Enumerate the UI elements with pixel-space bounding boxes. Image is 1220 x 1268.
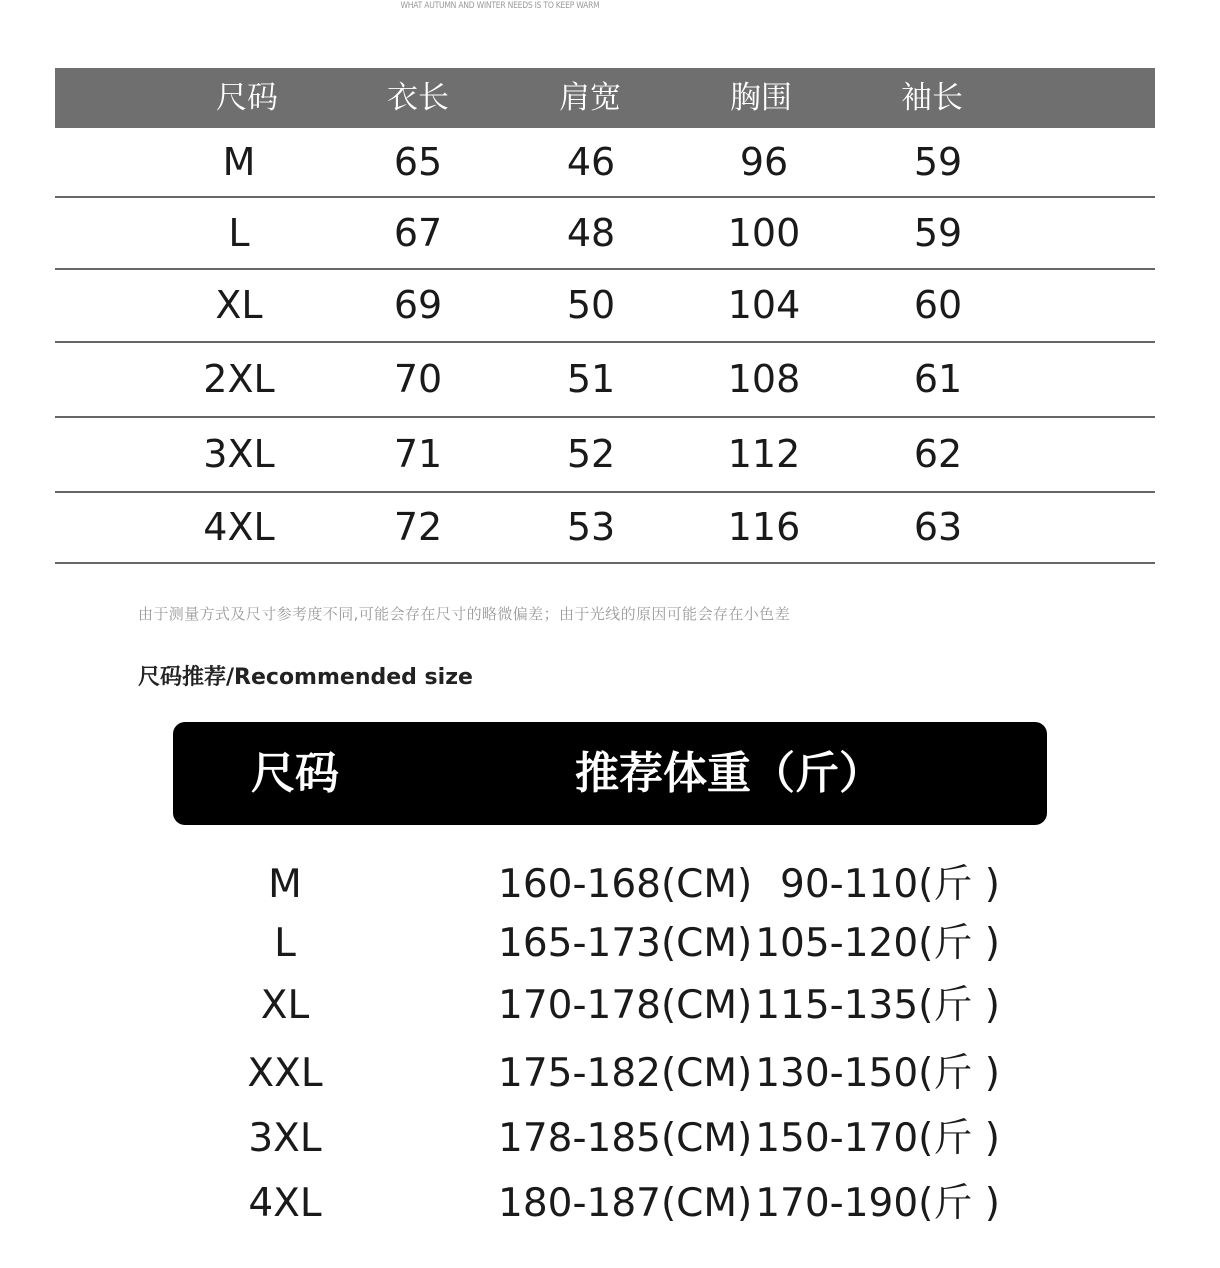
cell-chest: 104 bbox=[727, 283, 801, 327]
rec-weight: 150-170(斤 ) bbox=[755, 1116, 1000, 1161]
table-row bbox=[55, 493, 1155, 564]
table-row bbox=[55, 198, 1155, 270]
cell-length: 70 bbox=[393, 357, 443, 401]
rec-weight: 130-150(斤 ) bbox=[755, 1051, 1000, 1096]
table-row bbox=[55, 270, 1155, 343]
size-table-header bbox=[55, 68, 1155, 128]
rec-weight: 105-120(斤 ) bbox=[755, 921, 1000, 966]
header-size: 尺码 bbox=[216, 80, 278, 116]
size-table bbox=[55, 68, 1155, 564]
table-row bbox=[55, 343, 1155, 418]
cell-chest: 116 bbox=[727, 505, 801, 549]
cell-chest: 96 bbox=[739, 140, 789, 184]
top-caption: WHAT AUTUMN AND WINTER NEEDS IS TO KEEP WARM bbox=[400, 1, 600, 11]
cell-size: 4XL bbox=[203, 505, 275, 549]
cell-sleeve: 59 bbox=[913, 211, 963, 255]
cell-shoulder: 51 bbox=[566, 357, 616, 401]
cell-shoulder: 48 bbox=[566, 211, 616, 255]
measurement-note: 由于测量方式及尺寸参考度不同,可能会存在尺寸的略微偏差；由于光线的原因可能会存在小色差 bbox=[138, 605, 790, 623]
cell-size: 3XL bbox=[203, 432, 275, 476]
cell-length: 67 bbox=[393, 211, 443, 255]
table-row bbox=[55, 128, 1155, 198]
cell-sleeve: 61 bbox=[913, 357, 963, 401]
rec-size: XXL bbox=[247, 1051, 323, 1096]
cell-sleeve: 63 bbox=[913, 505, 963, 549]
list-item bbox=[0, 855, 1220, 915]
cell-length: 72 bbox=[393, 505, 443, 549]
rec-height: 170-178(CM) bbox=[498, 983, 753, 1028]
list-item bbox=[0, 1109, 1220, 1169]
cell-shoulder: 53 bbox=[566, 505, 616, 549]
cell-sleeve: 60 bbox=[913, 283, 963, 327]
rec-size: M bbox=[268, 862, 302, 907]
list-item bbox=[0, 914, 1220, 974]
cell-chest: 112 bbox=[727, 432, 801, 476]
rec-height: 165-173(CM) bbox=[498, 921, 753, 966]
rec-size: 4XL bbox=[248, 1181, 322, 1226]
cell-size: M bbox=[222, 140, 256, 184]
cell-length: 69 bbox=[393, 283, 443, 327]
cell-size: XL bbox=[215, 283, 263, 327]
list-item bbox=[0, 1174, 1220, 1234]
rec-size: L bbox=[274, 921, 296, 966]
table-row bbox=[55, 418, 1155, 493]
rec-header-size: 尺码 bbox=[251, 748, 339, 799]
cell-shoulder: 46 bbox=[566, 140, 616, 184]
rec-height: 175-182(CM) bbox=[498, 1051, 753, 1096]
header-shoulder: 肩宽 bbox=[559, 80, 621, 116]
header-sleeve: 袖长 bbox=[901, 80, 963, 116]
list-item bbox=[0, 976, 1220, 1036]
cell-chest: 108 bbox=[727, 357, 801, 401]
rec-weight: 90-110(斤 ) bbox=[780, 862, 1000, 907]
cell-chest: 100 bbox=[727, 211, 801, 255]
header-length: 衣长 bbox=[387, 80, 449, 116]
cell-length: 71 bbox=[393, 432, 443, 476]
rec-weight: 170-190(斤 ) bbox=[755, 1181, 1000, 1226]
cell-size: L bbox=[228, 211, 250, 255]
recommended-header bbox=[173, 722, 1047, 825]
rec-size: 3XL bbox=[248, 1116, 322, 1161]
cell-length: 65 bbox=[393, 140, 443, 184]
rec-size: XL bbox=[260, 983, 310, 1028]
rec-weight: 115-135(斤 ) bbox=[755, 983, 1000, 1028]
header-chest: 胸围 bbox=[730, 80, 792, 116]
rec-height: 178-185(CM) bbox=[498, 1116, 753, 1161]
cell-shoulder: 52 bbox=[566, 432, 616, 476]
recommended-size-title: 尺码推荐/Recommended size bbox=[138, 665, 473, 690]
cell-sleeve: 59 bbox=[913, 140, 963, 184]
cell-size: 2XL bbox=[203, 357, 275, 401]
rec-header-weight: 推荐体重（斤） bbox=[575, 748, 883, 799]
cell-sleeve: 62 bbox=[913, 432, 963, 476]
list-item bbox=[0, 1044, 1220, 1104]
cell-shoulder: 50 bbox=[566, 283, 616, 327]
rec-height: 180-187(CM) bbox=[498, 1181, 753, 1226]
rec-height: 160-168(CM) bbox=[498, 862, 753, 907]
